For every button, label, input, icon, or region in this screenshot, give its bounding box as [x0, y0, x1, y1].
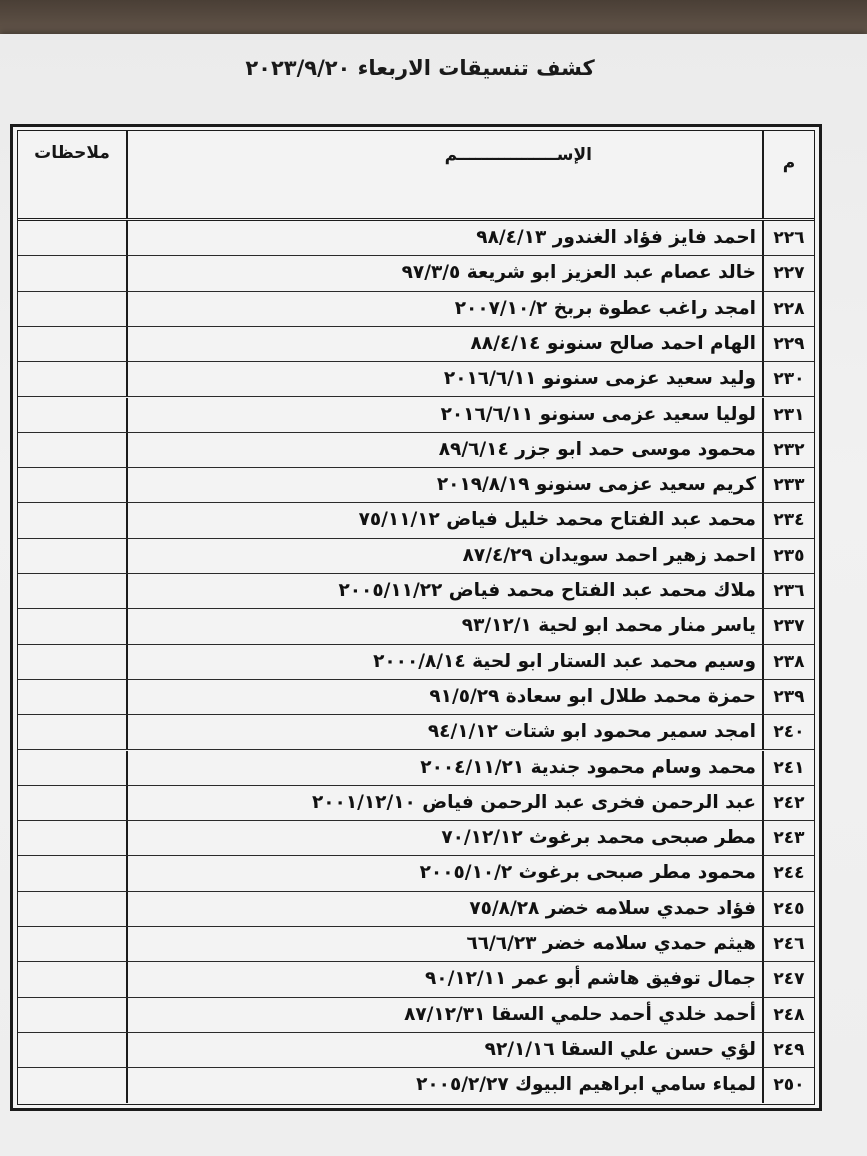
row-number: ٢٣٨ [762, 645, 814, 679]
row-number: ٢٢٦ [762, 221, 814, 255]
table-header-row [18, 131, 814, 221]
table-body [18, 221, 814, 1104]
row-number: ٢٤١ [762, 751, 814, 785]
row-notes [18, 221, 126, 255]
table-row [18, 715, 814, 750]
row-name: احمد فايز فؤاد الغندور ٩٨/٤/١٣ [126, 221, 762, 255]
row-number: ٢٣٣ [762, 468, 814, 502]
row-name: امجد راغب عطوة بربخ ٢٠٠٧/١٠/٢ [126, 292, 762, 326]
row-name: محمود موسى حمد ابو جزر ٨٩/٦/١٤ [126, 433, 762, 467]
table-row [18, 609, 814, 644]
row-name: عبد الرحمن فخرى عبد الرحمن فياض ٢٠٠١/١٢/١٠ [126, 786, 762, 820]
header-name [126, 131, 762, 218]
row-number: ٢٣٧ [762, 609, 814, 643]
table-row [18, 433, 814, 468]
row-name: وسيم محمد عبد الستار ابو لحية ٢٠٠٠/٨/١٤ [126, 645, 762, 679]
row-name: خالد عصام عبد العزيز ابو شريعة ٩٧/٣/٥ [126, 256, 762, 290]
row-name: محمود مطر صبحى برغوث ٢٠٠٥/١٠/٢ [126, 856, 762, 890]
row-notes [18, 503, 126, 537]
names-table [10, 124, 822, 1111]
table-row [18, 1068, 814, 1103]
row-notes [18, 433, 126, 467]
row-name: وليد سعيد عزمى سنونو ٢٠١٦/٦/١١ [126, 362, 762, 396]
header-number: م [762, 131, 814, 218]
row-number: ٢٤٨ [762, 998, 814, 1032]
row-notes [18, 468, 126, 502]
row-notes [18, 856, 126, 890]
table-row [18, 574, 814, 609]
row-notes [18, 609, 126, 643]
row-notes [18, 1033, 126, 1067]
table-row [18, 398, 814, 433]
row-name: هيثم حمدي سلامه خضر ٦٦/٦/٢٣ [126, 927, 762, 961]
header-name-label: الإســـــــــــــــــم [444, 145, 592, 165]
table-row [18, 751, 814, 786]
header-notes: ملاحظات [34, 143, 110, 163]
row-name: جمال توفيق هاشم أبو عمر ٩٠/١٢/١١ [126, 962, 762, 996]
row-number: ٢٤٣ [762, 821, 814, 855]
names-table-inner [17, 130, 815, 1105]
table-row [18, 362, 814, 397]
row-number: ٢٣٤ [762, 503, 814, 537]
table-row [18, 468, 814, 503]
document-title: كشف تنسيقات الاربعاء ٢٠٢٣/٩/٢٠ [245, 56, 595, 80]
row-number: ٢٣٠ [762, 362, 814, 396]
table-row [18, 256, 814, 291]
row-name: ملاك محمد عبد الفتاح محمد فياض ٢٠٠٥/١١/٢٢ [126, 574, 762, 608]
table-row [18, 539, 814, 574]
row-number: ٢٤٠ [762, 715, 814, 749]
row-number: ٢٣٦ [762, 574, 814, 608]
row-notes [18, 539, 126, 573]
row-name: أحمد خلدي أحمد حلمي السقا ٨٧/١٢/٣١ [126, 998, 762, 1032]
row-notes [18, 680, 126, 714]
row-name: محمد وسام محمود جندية ٢٠٠٤/١١/٢١ [126, 751, 762, 785]
row-notes [18, 751, 126, 785]
table-row [18, 327, 814, 362]
table-row [18, 927, 814, 962]
row-notes [18, 645, 126, 679]
row-number: ٢٣١ [762, 398, 814, 432]
row-number: ٢٤٥ [762, 892, 814, 926]
table-row [18, 221, 814, 256]
row-name: كريم سعيد عزمى سنونو ٢٠١٩/٨/١٩ [126, 468, 762, 502]
row-notes [18, 574, 126, 608]
table-row [18, 1033, 814, 1068]
table-row [18, 892, 814, 927]
row-number: ٢٢٨ [762, 292, 814, 326]
row-notes [18, 1068, 126, 1103]
table-row [18, 645, 814, 680]
table-row [18, 998, 814, 1033]
table-row [18, 786, 814, 821]
row-name: لؤي حسن علي السقا ٩٢/١/١٦ [126, 1033, 762, 1067]
row-name: مطر صبحى محمد برغوث ٧٠/١٢/١٢ [126, 821, 762, 855]
table-row [18, 821, 814, 856]
row-notes [18, 398, 126, 432]
table-row [18, 856, 814, 891]
row-name: حمزة محمد طلال ابو سعادة ٩١/٥/٢٩ [126, 680, 762, 714]
row-name: لوليا سعيد عزمى سنونو ٢٠١٦/٦/١١ [126, 398, 762, 432]
table-row [18, 503, 814, 538]
row-notes [18, 292, 126, 326]
row-name: لمياء سامي ابراهيم البيوك ٢٠٠٥/٢/٢٧ [126, 1068, 762, 1103]
table-row [18, 292, 814, 327]
row-notes [18, 998, 126, 1032]
row-notes [18, 821, 126, 855]
row-notes [18, 786, 126, 820]
row-number: ٢٤٦ [762, 927, 814, 961]
row-number: ٢٤٤ [762, 856, 814, 890]
row-name: احمد زهير احمد سويدان ٨٧/٤/٢٩ [126, 539, 762, 573]
row-number: ٢٤٧ [762, 962, 814, 996]
row-notes [18, 256, 126, 290]
row-name: امجد سمير محمود ابو شتات ٩٤/١/١٢ [126, 715, 762, 749]
row-number: ٢٢٩ [762, 327, 814, 361]
table-row [18, 680, 814, 715]
row-name: الهام احمد صالح سنونو ٨٨/٤/١٤ [126, 327, 762, 361]
row-notes [18, 327, 126, 361]
row-number: ٢٥٠ [762, 1068, 814, 1103]
row-notes [18, 362, 126, 396]
row-number: ٢٢٧ [762, 256, 814, 290]
row-number: ٢٣٥ [762, 539, 814, 573]
row-number: ٢٤٩ [762, 1033, 814, 1067]
row-name: محمد عبد الفتاح محمد خليل فياض ٧٥/١١/١٢ [126, 503, 762, 537]
row-notes [18, 962, 126, 996]
row-name: فؤاد حمدي سلامه خضر ٧٥/٨/٢٨ [126, 892, 762, 926]
row-number: ٢٣٢ [762, 433, 814, 467]
row-number: ٢٣٩ [762, 680, 814, 714]
row-number: ٢٤٢ [762, 786, 814, 820]
row-notes [18, 715, 126, 749]
row-notes [18, 927, 126, 961]
row-notes [18, 892, 126, 926]
table-row [18, 962, 814, 997]
row-name: ياسر منار محمد ابو لحية ٩٣/١٢/١ [126, 609, 762, 643]
